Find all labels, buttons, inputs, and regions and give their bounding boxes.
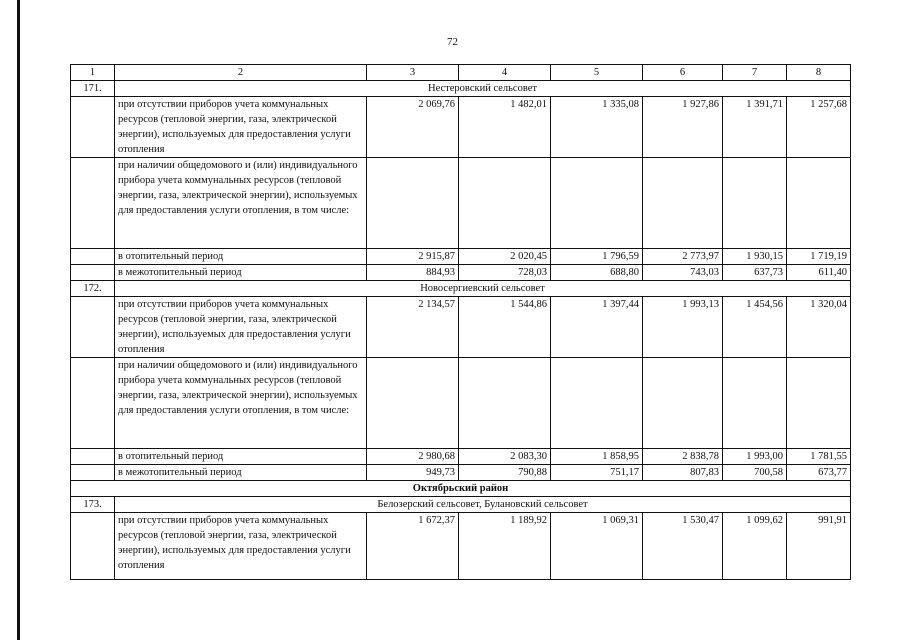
row-label: в отопительный период: [115, 449, 367, 465]
value-cell: 673,77: [787, 465, 851, 481]
section-title: Нестеровский сельсовет: [115, 81, 851, 97]
empty-cell: [71, 97, 115, 158]
value-cell: 728,03: [459, 265, 551, 281]
value-cell: 2 134,57: [367, 297, 459, 358]
value-cell: 1 335,08: [551, 97, 643, 158]
table-row: [71, 249, 851, 265]
value-cell: [787, 158, 851, 249]
value-cell: 2 069,76: [367, 97, 459, 158]
section-row: [71, 281, 851, 297]
value-cell: 751,17: [551, 465, 643, 481]
section-number: 171.: [71, 81, 115, 97]
value-cell: [459, 358, 551, 449]
value-cell: [459, 158, 551, 249]
table-row: [71, 449, 851, 465]
value-cell: 2 980,68: [367, 449, 459, 465]
empty-cell: [71, 297, 115, 358]
row-label: при наличии общедомового и (или) индивидуального прибора учета коммунальных ресурсов (тепловой энергии, газа, электрической энергии), используемых для предоставления услуги отопления, в том числе:: [115, 158, 367, 249]
empty-cell: [71, 358, 115, 449]
value-cell: 2 083,30: [459, 449, 551, 465]
value-cell: 1 391,71: [723, 97, 787, 158]
value-cell: 2 915,87: [367, 249, 459, 265]
header-cell: 6: [643, 65, 723, 81]
section-title: Новосергиевский сельсовет: [115, 281, 851, 297]
value-cell: 1 482,01: [459, 97, 551, 158]
empty-cell: [71, 465, 115, 481]
page-number: 72: [447, 36, 458, 48]
tariff-table: [70, 64, 851, 580]
value-cell: 1 781,55: [787, 449, 851, 465]
empty-cell: [71, 265, 115, 281]
header-cell: 2: [115, 65, 367, 81]
value-cell: 1 530,47: [643, 513, 723, 580]
value-cell: [367, 158, 459, 249]
value-cell: 1 397,44: [551, 297, 643, 358]
table-row: [71, 358, 851, 449]
header-cell: 3: [367, 65, 459, 81]
value-cell: 1 719,19: [787, 249, 851, 265]
value-cell: 1 544,86: [459, 297, 551, 358]
row-label: в межотопительный период: [115, 465, 367, 481]
section-row: [71, 497, 851, 513]
empty-cell: [71, 513, 115, 580]
value-cell: [787, 358, 851, 449]
value-cell: 1 930,15: [723, 249, 787, 265]
row-label: при отсутствии приборов учета коммунальных ресурсов (тепловой энергии, газа, электрической энергии), используемых для предоставления услуги отопления: [115, 97, 367, 158]
value-cell: 991,91: [787, 513, 851, 580]
value-cell: [643, 358, 723, 449]
district-title: Октябрьский район: [71, 481, 851, 497]
value-cell: 1 320,04: [787, 297, 851, 358]
table-row: [71, 265, 851, 281]
table-row: [71, 465, 851, 481]
row-label: в отопительный период: [115, 249, 367, 265]
value-cell: 1 858,95: [551, 449, 643, 465]
section-number: 173.: [71, 497, 115, 513]
header-cell: 7: [723, 65, 787, 81]
row-label: при наличии общедомового и (или) индивидуального прибора учета коммунальных ресурсов (тепловой энергии, газа, электрической энергии), используемых для предоставления услуги отопления, в том числе:: [115, 358, 367, 449]
section-row: [71, 81, 851, 97]
value-cell: 1 454,56: [723, 297, 787, 358]
value-cell: 1 257,68: [787, 97, 851, 158]
value-cell: 1 672,37: [367, 513, 459, 580]
header-cell: 5: [551, 65, 643, 81]
header-cell: 8: [787, 65, 851, 81]
value-cell: 637,73: [723, 265, 787, 281]
table-row: [71, 158, 851, 249]
value-cell: 743,03: [643, 265, 723, 281]
value-cell: [551, 358, 643, 449]
table-row: [71, 513, 851, 580]
value-cell: [643, 158, 723, 249]
value-cell: 1 993,13: [643, 297, 723, 358]
empty-cell: [71, 249, 115, 265]
empty-cell: [71, 158, 115, 249]
value-cell: 1 796,59: [551, 249, 643, 265]
header-row: [71, 65, 851, 81]
section-title: Белозерский сельсовет, Булановский сельсовет: [115, 497, 851, 513]
value-cell: [551, 158, 643, 249]
row-label: в межотопительный период: [115, 265, 367, 281]
district-row: [71, 481, 851, 497]
header-cell: 1: [71, 65, 115, 81]
value-cell: 1 927,86: [643, 97, 723, 158]
value-cell: 2 838,78: [643, 449, 723, 465]
empty-cell: [71, 449, 115, 465]
value-cell: 611,40: [787, 265, 851, 281]
section-number: 172.: [71, 281, 115, 297]
table-row: [71, 297, 851, 358]
value-cell: 1 099,62: [723, 513, 787, 580]
value-cell: 1 069,31: [551, 513, 643, 580]
value-cell: [723, 158, 787, 249]
scan-edge-bar: [17, 0, 20, 640]
row-label: при отсутствии приборов учета коммунальных ресурсов (тепловой энергии, газа, электрической энергии), используемых для предоставления услуги отопления: [115, 297, 367, 358]
value-cell: 2 773,97: [643, 249, 723, 265]
header-cell: 4: [459, 65, 551, 81]
value-cell: 807,83: [643, 465, 723, 481]
value-cell: [723, 358, 787, 449]
value-cell: 790,88: [459, 465, 551, 481]
value-cell: [367, 358, 459, 449]
value-cell: 1 189,92: [459, 513, 551, 580]
value-cell: 700,58: [723, 465, 787, 481]
value-cell: 884,93: [367, 265, 459, 281]
row-label: при отсутствии приборов учета коммунальных ресурсов (тепловой энергии, газа, электрической энергии), используемых для предоставления услуги отопления: [115, 513, 367, 580]
value-cell: 688,80: [551, 265, 643, 281]
value-cell: 1 993,00: [723, 449, 787, 465]
table-row: [71, 97, 851, 158]
value-cell: 949,73: [367, 465, 459, 481]
value-cell: 2 020,45: [459, 249, 551, 265]
